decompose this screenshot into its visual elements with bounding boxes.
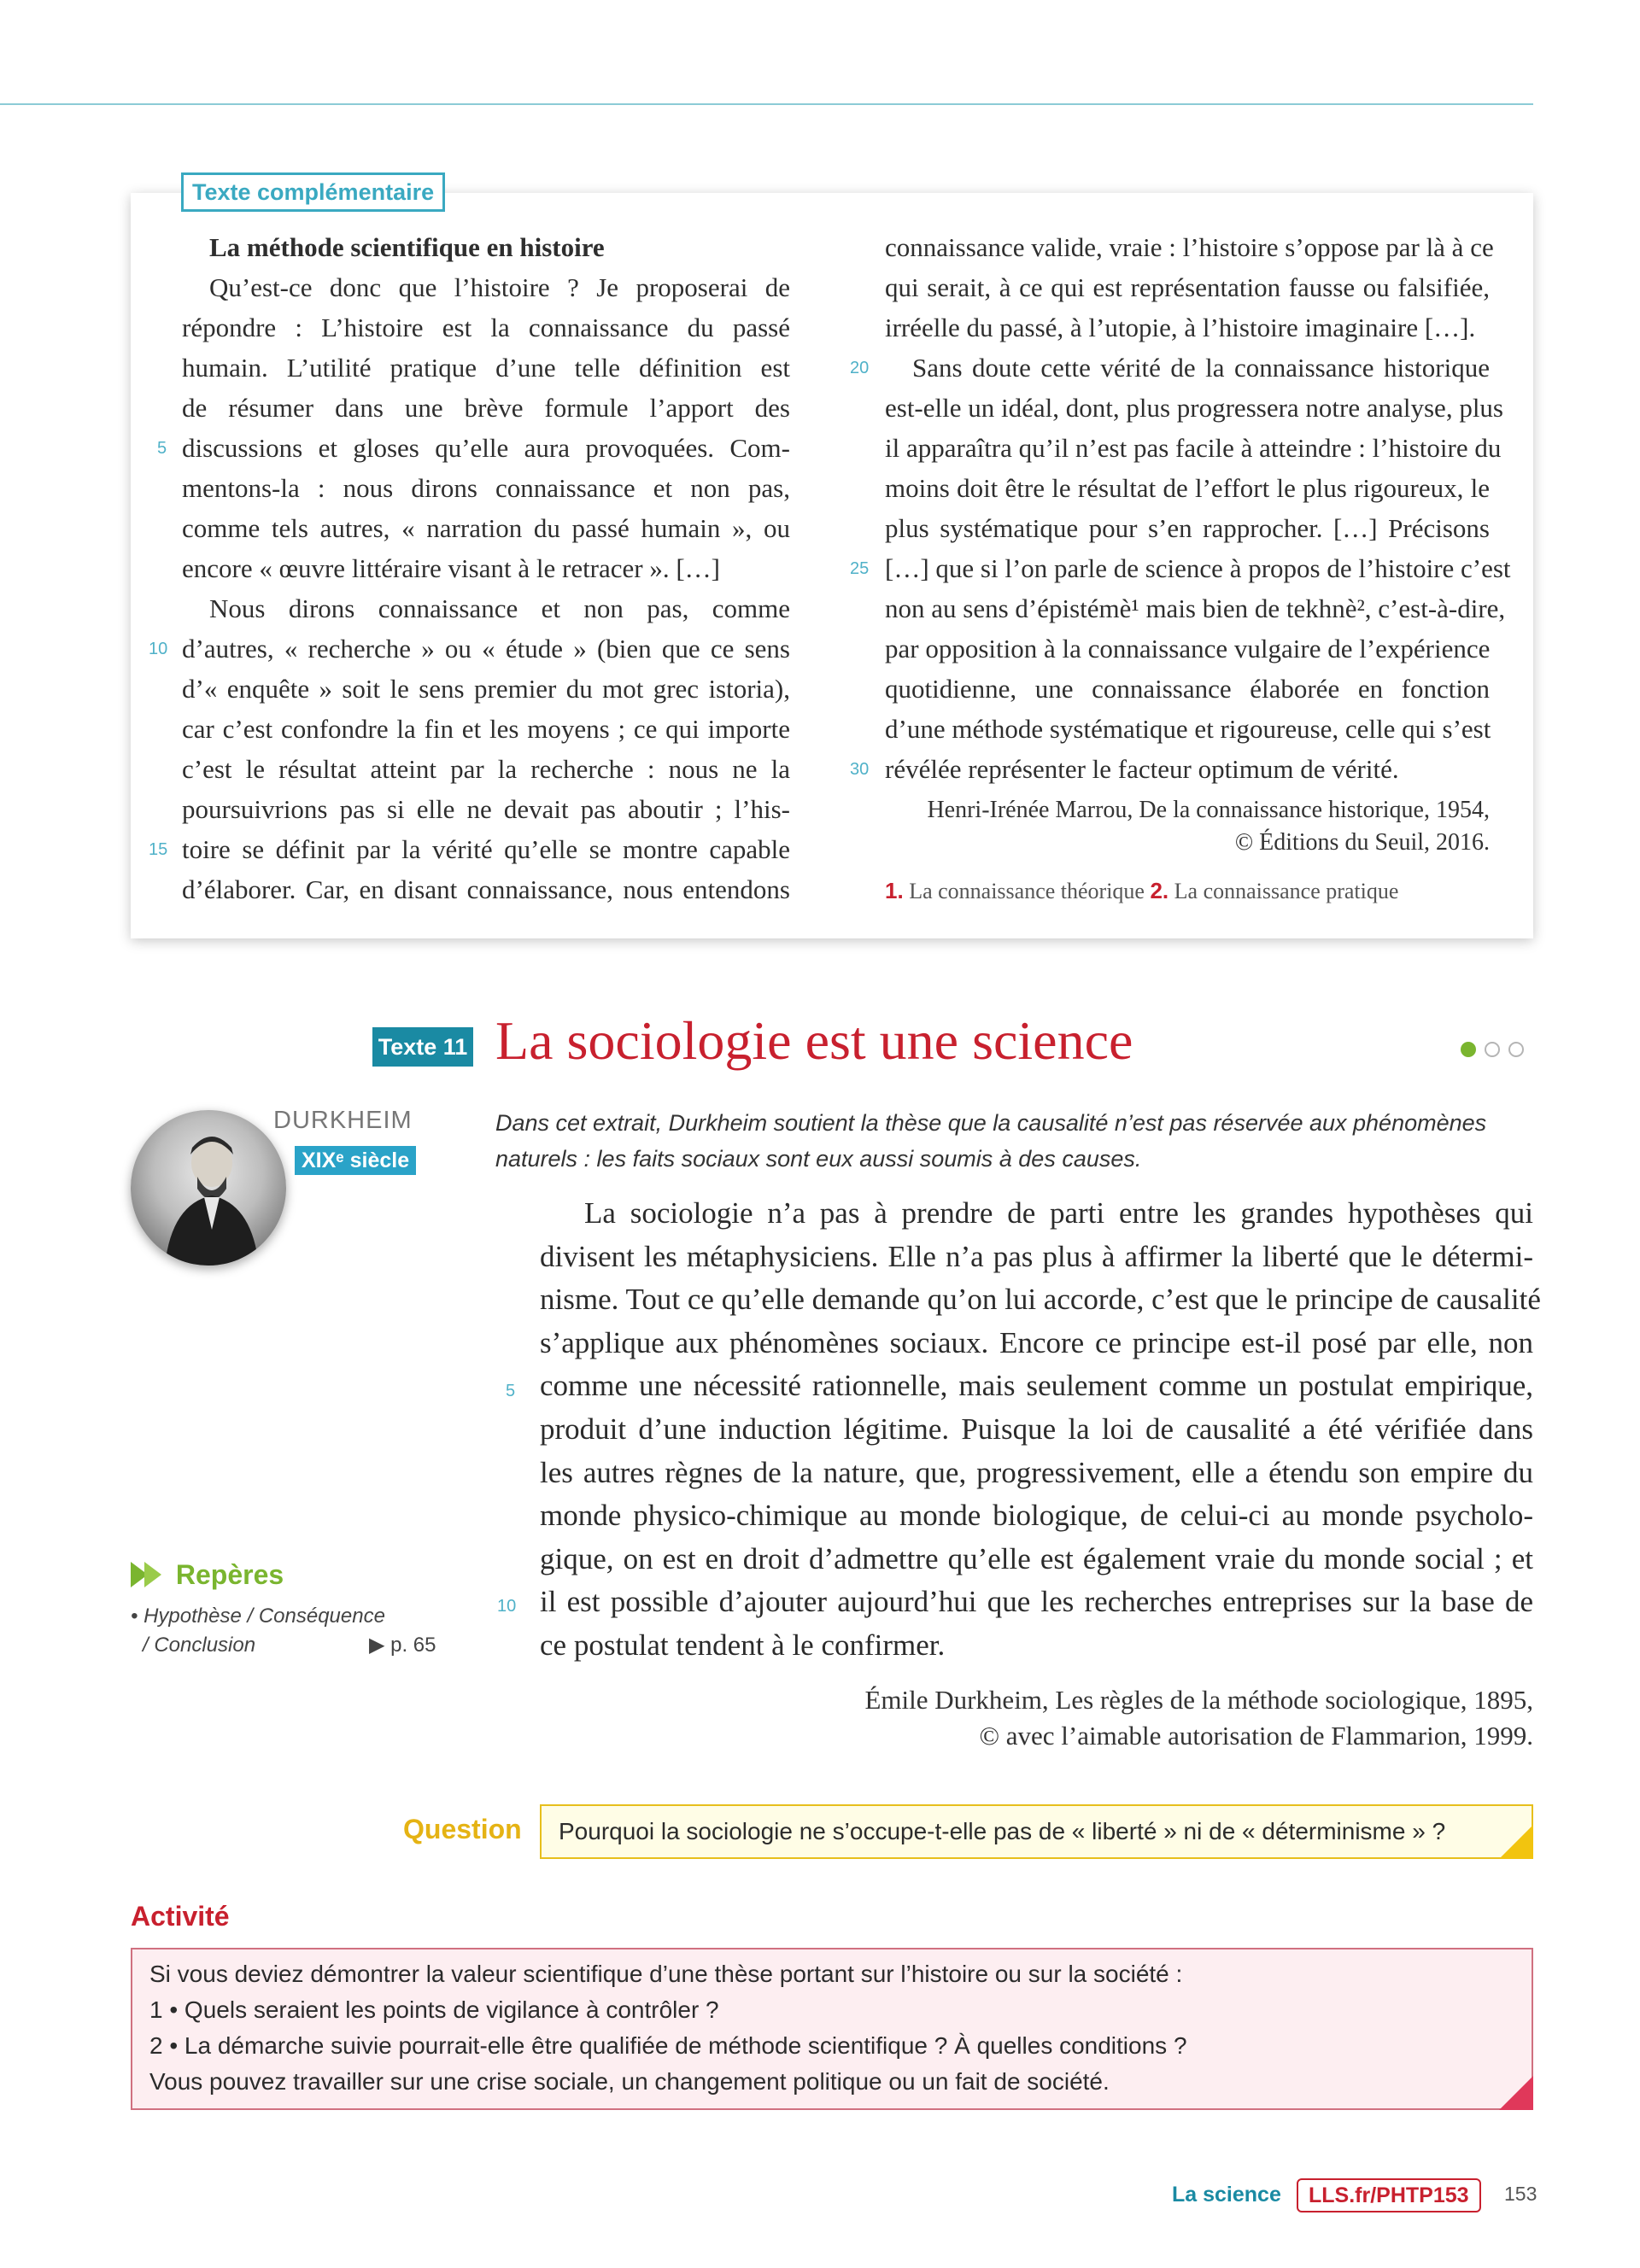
footer-section: La science [1172,2183,1281,2207]
line-number: 30 [850,760,870,779]
complementary-left-column [182,227,790,909]
line-number: 25 [850,559,870,578]
text-line: connaissance valide, vraie : l’histoire s’oppose par là à ce [885,232,1494,262]
text-line: gique, on est en droit d’admettre qu’elle est également vraie du monde social ; et [540,1541,1533,1575]
complementary-title: La méthode scientifique en histoire [209,232,605,262]
line-number: 5 [157,439,167,458]
text-number-tag: Texte 11 [372,1027,473,1067]
reperes-item-line [131,1631,438,1660]
citation-line: Émile Durkheim, Les règles de la méthode sociologique, 1895, [864,1685,1533,1715]
difficulty-dot-empty [1485,1042,1500,1057]
line-number: 15 [149,840,168,859]
question-box [540,1804,1533,1859]
text-line: toire se définit par la vérité qu’elle se montre capable [182,834,790,864]
text-line: il apparaîtra qu’il n’est pas facile à atteindre : l’histoire du [885,433,1502,463]
reperes-heading [131,1559,284,1591]
text-line: mentons-la : nous dirons connaissance et non pas, [182,473,790,503]
text-line: moins doit être le résultat de l’effort le plus rigoureux, le [885,473,1490,503]
complementary-footnotes [885,871,1490,911]
footer-link[interactable]: LLS.fr/PHTP153 [1297,2178,1481,2212]
text-line: produit d’une induction légitime. Puisque la loi de causalité a été vérifiée dans [540,1412,1533,1446]
author-name: DURKHEIM [273,1107,413,1134]
text-line: Nous dirons connaissance et non pas, comme [209,593,790,623]
difficulty-dot-filled [1461,1042,1476,1057]
text-line: les autres règnes de la nature, que, progressivement, elle a étendu son empire du [540,1455,1533,1489]
corner-fold-icon [1499,1825,1533,1859]
activity-box [131,1948,1533,2110]
text-line: est-elle un idéal, dont, plus progressera notre analyse, plus [885,393,1503,423]
complementary-text-tag: Texte complémentaire [181,172,445,212]
text-line: d’« enquête » soit le sens premier du mot grec istoria), [182,674,790,704]
question-label: Question [403,1814,522,1844]
portrait-silhouette-icon [131,1110,286,1266]
reperes-title: Repères [175,1559,284,1590]
footnote-text: La connaissance théorique [909,879,1145,903]
reperes-item-text: / Conclusion [143,1634,256,1657]
text-line: humain. L’utilité pratique d’une telle définition est [182,353,790,383]
footnote-number: 2. [1150,878,1169,903]
text-line: ce postulat tendent à le confirmer. [540,1628,946,1662]
footnote-text: La connaissance pratique [1174,879,1399,903]
text-line: d’autres, « recherche » ou « étude » (bien que ce sens [182,634,790,663]
double-arrow-icon [131,1562,168,1587]
text-line: discussions et gloses qu’elle aura provoquées. Com- [182,433,790,463]
reperes-page-link[interactable]: ▶ p. 65 [369,1634,436,1657]
text-line: comme une nécessité rationnelle, mais seulement comme un postulat empirique, [540,1369,1533,1403]
reperes-body [131,1602,438,1660]
text-line: nisme. Tout ce qu’elle demande qu’on lui accorde, c’est que le principe de causalité [540,1283,1541,1317]
line-number: 20 [850,359,870,377]
text-line: plus systématique pour s’en rapprocher. […] Précisons [885,513,1490,543]
activity-line: 1 • Quels seraient les points de vigilance à contrôler ? [149,1996,719,2023]
question-text: Pourquoi la sociologie ne s’occupe-t-elle pas de « liberté » ni de « déterminisme » ? [559,1818,1446,1844]
complementary-right-column [885,227,1511,911]
text-line: Sans doute cette vérité de la connaissance historique [912,353,1490,383]
text-line: par opposition à la connaissance vulgaire de l’expérience [885,634,1491,663]
footnote-number: 1. [885,878,904,903]
text-intro: Dans cet extrait, Durkheim soutient la thèse que la causalité n’est pas réservée aux phénomènes naturels : les faits sociaux sont eux aussi soumis à des causes. [495,1110,1487,1172]
text-line: divisent les métaphysiciens. Elle n’a pas plus à affirmer la liberté que le détermi- [540,1239,1533,1273]
text-line: il est possible d’ajouter aujourd’hui que les recherches entreprises sur la base de [540,1585,1533,1619]
text-line: comme tels autres, « narration du passé humain », ou [182,513,790,543]
activity-line: 2 • La démarche suivie pourrait-elle être qualifiée de méthode scientifique ? À quelles conditions ? [149,2032,1187,2059]
line-number: 5 [506,1382,516,1400]
activity-line: Vous pouvez travailler sur une crise sociale, un changement politique ou un fait de société. [149,2068,1110,2095]
text-line: d’une méthode systématique et rigoureuse, celle qui s’est [885,714,1491,744]
text-line: […] que si l’on parle de science à propos de l’histoire c’est [885,553,1511,583]
text-line: quotidienne, une connaissance élaborée en fonction [885,674,1490,704]
text-line: car c’est confondre la fin et les moyens ; ce qui importe [182,714,790,744]
main-text [540,1192,1541,1668]
main-citation [769,1682,1533,1754]
line-number: 10 [497,1597,517,1616]
text-line: s’applique aux phénomènes sociaux. Encore ce principe est-il posé par elle, non [540,1325,1533,1359]
text-line: poursuivrions pas si elle ne devait pas aboutir ; l’his- [182,794,790,824]
complementary-citation-line2: © Éditions du Seuil, 2016. [1234,829,1490,856]
text-line: répondre : L’histoire est la connaissance du passé [182,313,790,342]
activity-line: Si vous deviez démontrer la valeur scientifique d’une thèse portant sur l’histoire ou sur la société : [149,1961,1183,1987]
corner-fold-icon [1499,2076,1533,2110]
text-line: d’élaborer. Car, en disant connaissance, nous entendons [182,874,790,904]
top-rule [0,103,1533,105]
text-line: révélée représenter le facteur optimum de vérité. [885,754,1399,784]
difficulty-indicator [1461,1042,1538,1059]
complementary-citation-line1: Henri-Irénée Marrou, De la connaissance historique, 1954, [927,797,1490,823]
text-line: encore « œuvre littéraire visant à le retracer ». […] [182,553,721,583]
author-era-badge: XIXᵉ siècle [295,1146,416,1175]
difficulty-dot-empty [1508,1042,1524,1057]
text-line: irréelle du passé, à l’utopie, à l’histoire imaginaire […]. [885,313,1476,342]
citation-line: © avec l’aimable autorisation de Flammarion, 1999. [979,1721,1533,1751]
text-line: Qu’est-ce donc que l’histoire ? Je proposerai de [209,272,790,302]
activity-label: Activité [131,1901,230,1932]
text-line: de résumer dans une brève formule l’apport des [182,393,790,423]
text-line: qui serait, à ce qui est représentation fausse ou falsifiée, [885,272,1490,302]
text-line: c’est le résultat atteint par la recherche : nous ne la [182,754,790,784]
line-number: 10 [149,640,168,658]
page-title: La sociologie est une science [495,1010,1133,1071]
text-line: monde physico-chimique au monde biologique, de celui-ci au monde psycholo- [540,1499,1533,1533]
text-line: La sociologie n’a pas à prendre de parti entre les grandes hypothèses qui [584,1196,1533,1230]
text-line: non au sens d’épistémè¹ mais bien de tekhnè², c’est-à-dire, [885,593,1506,623]
reperes-item-line: • Hypothèse / Conséquence [131,1605,385,1628]
author-portrait [131,1110,286,1266]
page-number: 153 [1504,2183,1538,2205]
